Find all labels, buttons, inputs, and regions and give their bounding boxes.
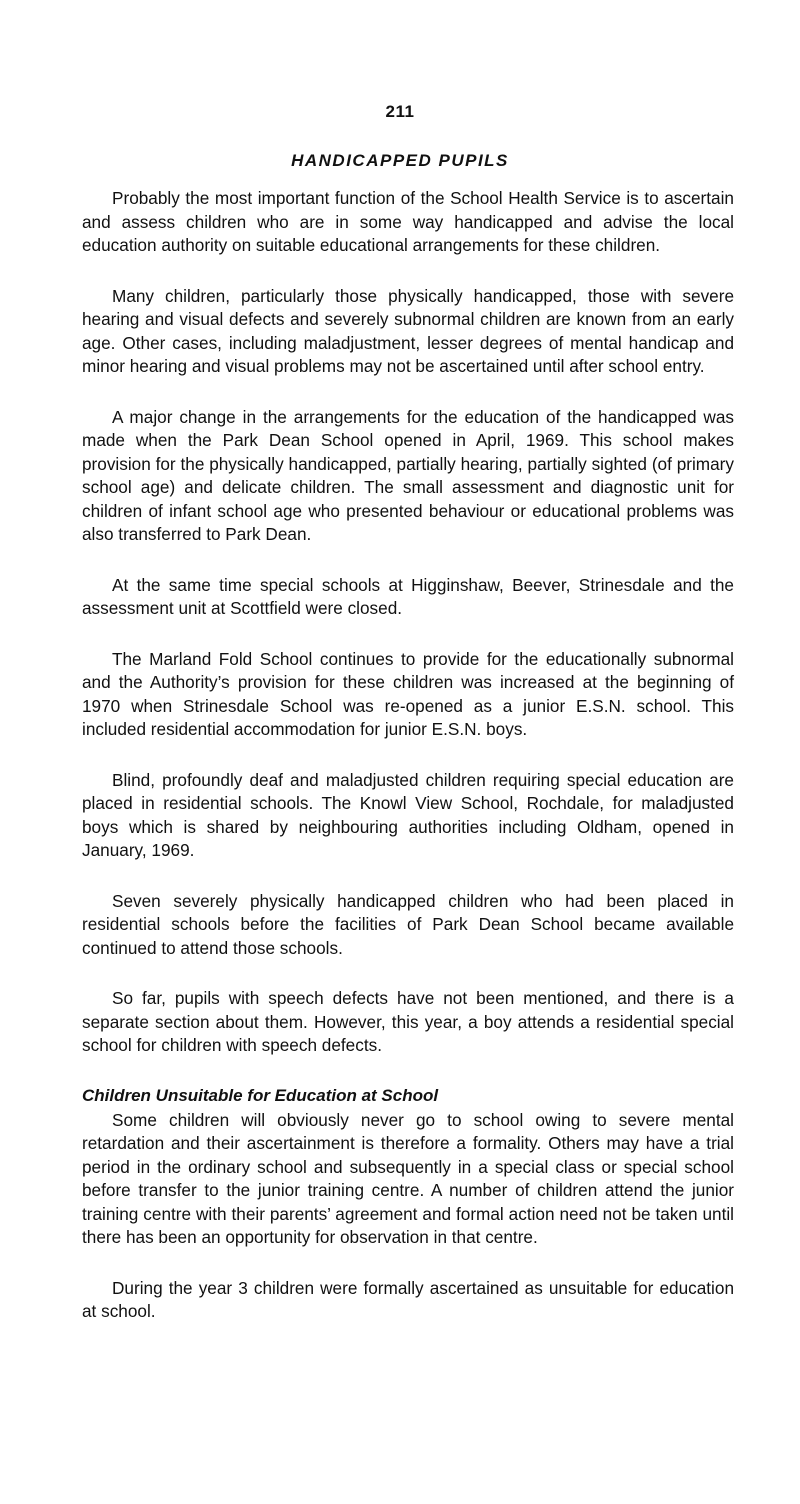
paragraph-4: At the same time special schools at Higginshaw, Beever, Strinesdale and the assessment unit at Scottfield were closed. <box>82 574 734 618</box>
paragraph-1: Probably the most important function of the School Health Service is to ascertain and assess children who are in some way handicapped and advise the local education authority on suitable educational arrangements for these children. <box>82 188 734 255</box>
paragraph-3: A major change in the arrangements for the education of the handicapped was made when the Park Dean School opened in April, 1969. This school makes provision for the physically handicapped, partially hearing, partially sighted (of primary school age) and delicate children. The small assessment and diagnostic unit for children of infant school age who presented behaviour or educational problems was also transferred to Park Dean. <box>82 406 734 544</box>
section-title: HANDICAPPED PUPILS <box>291 151 509 170</box>
paragraph-6: Blind, profoundly deaf and maladjusted children requiring special education are placed in residential schools. The Knowl View School, Rochdale, for maladjusted boys which is shared by neighbouring authorities including Oldham, opened in January, 1969. <box>82 769 734 860</box>
subsection-paragraph-2: During the year 3 children were formally ascertained as unsuitable for education at school. <box>82 1277 734 1321</box>
paragraph-5: The Marland Fold School continues to provide for the educationally subnormal and the Authority’s provision for these children was increased at the beginning of 1970 when Strinesdale School was re-opened as a junior E.S.N. school. This included residential accommodation for junior E.S.N. boys. <box>82 648 734 739</box>
paragraph-2: Many children, particularly those physically handicapped, those with severe hearing and visual defects and severely subnormal children are known from an early age. Other cases, including maladjustment, lesser degrees of mental handicap and minor hearing and visual problems may not be ascertained until after school entry. <box>82 285 734 376</box>
subsection-paragraph-1: Some children will obviously never go to school owing to severe mental retardation and their ascertainment is therefore a formality. Others may have a trial period in the ordinary school and subsequently in a special class or special school before transfer to the junior training centre. A number of children attend the junior training centre with their parents’ agreement and formal action need not be taken until there has been an opportunity for observation in that centre. <box>82 1109 734 1247</box>
subsection-heading: Children Unsuitable for Education at School <box>82 1085 439 1105</box>
paragraph-7: Seven severely physically handicapped children who had been placed in residential schools before the facilities of Park Dean School became available continued to attend those schools. <box>82 890 734 958</box>
body-text <box>82 187 734 1351</box>
page-number: 211 <box>385 102 415 121</box>
paragraph-8: So far, pupils with speech defects have not been mentioned, and there is a separate section about them. However, this year, a boy attends a residential special school for children with speech defects. <box>82 988 734 1055</box>
